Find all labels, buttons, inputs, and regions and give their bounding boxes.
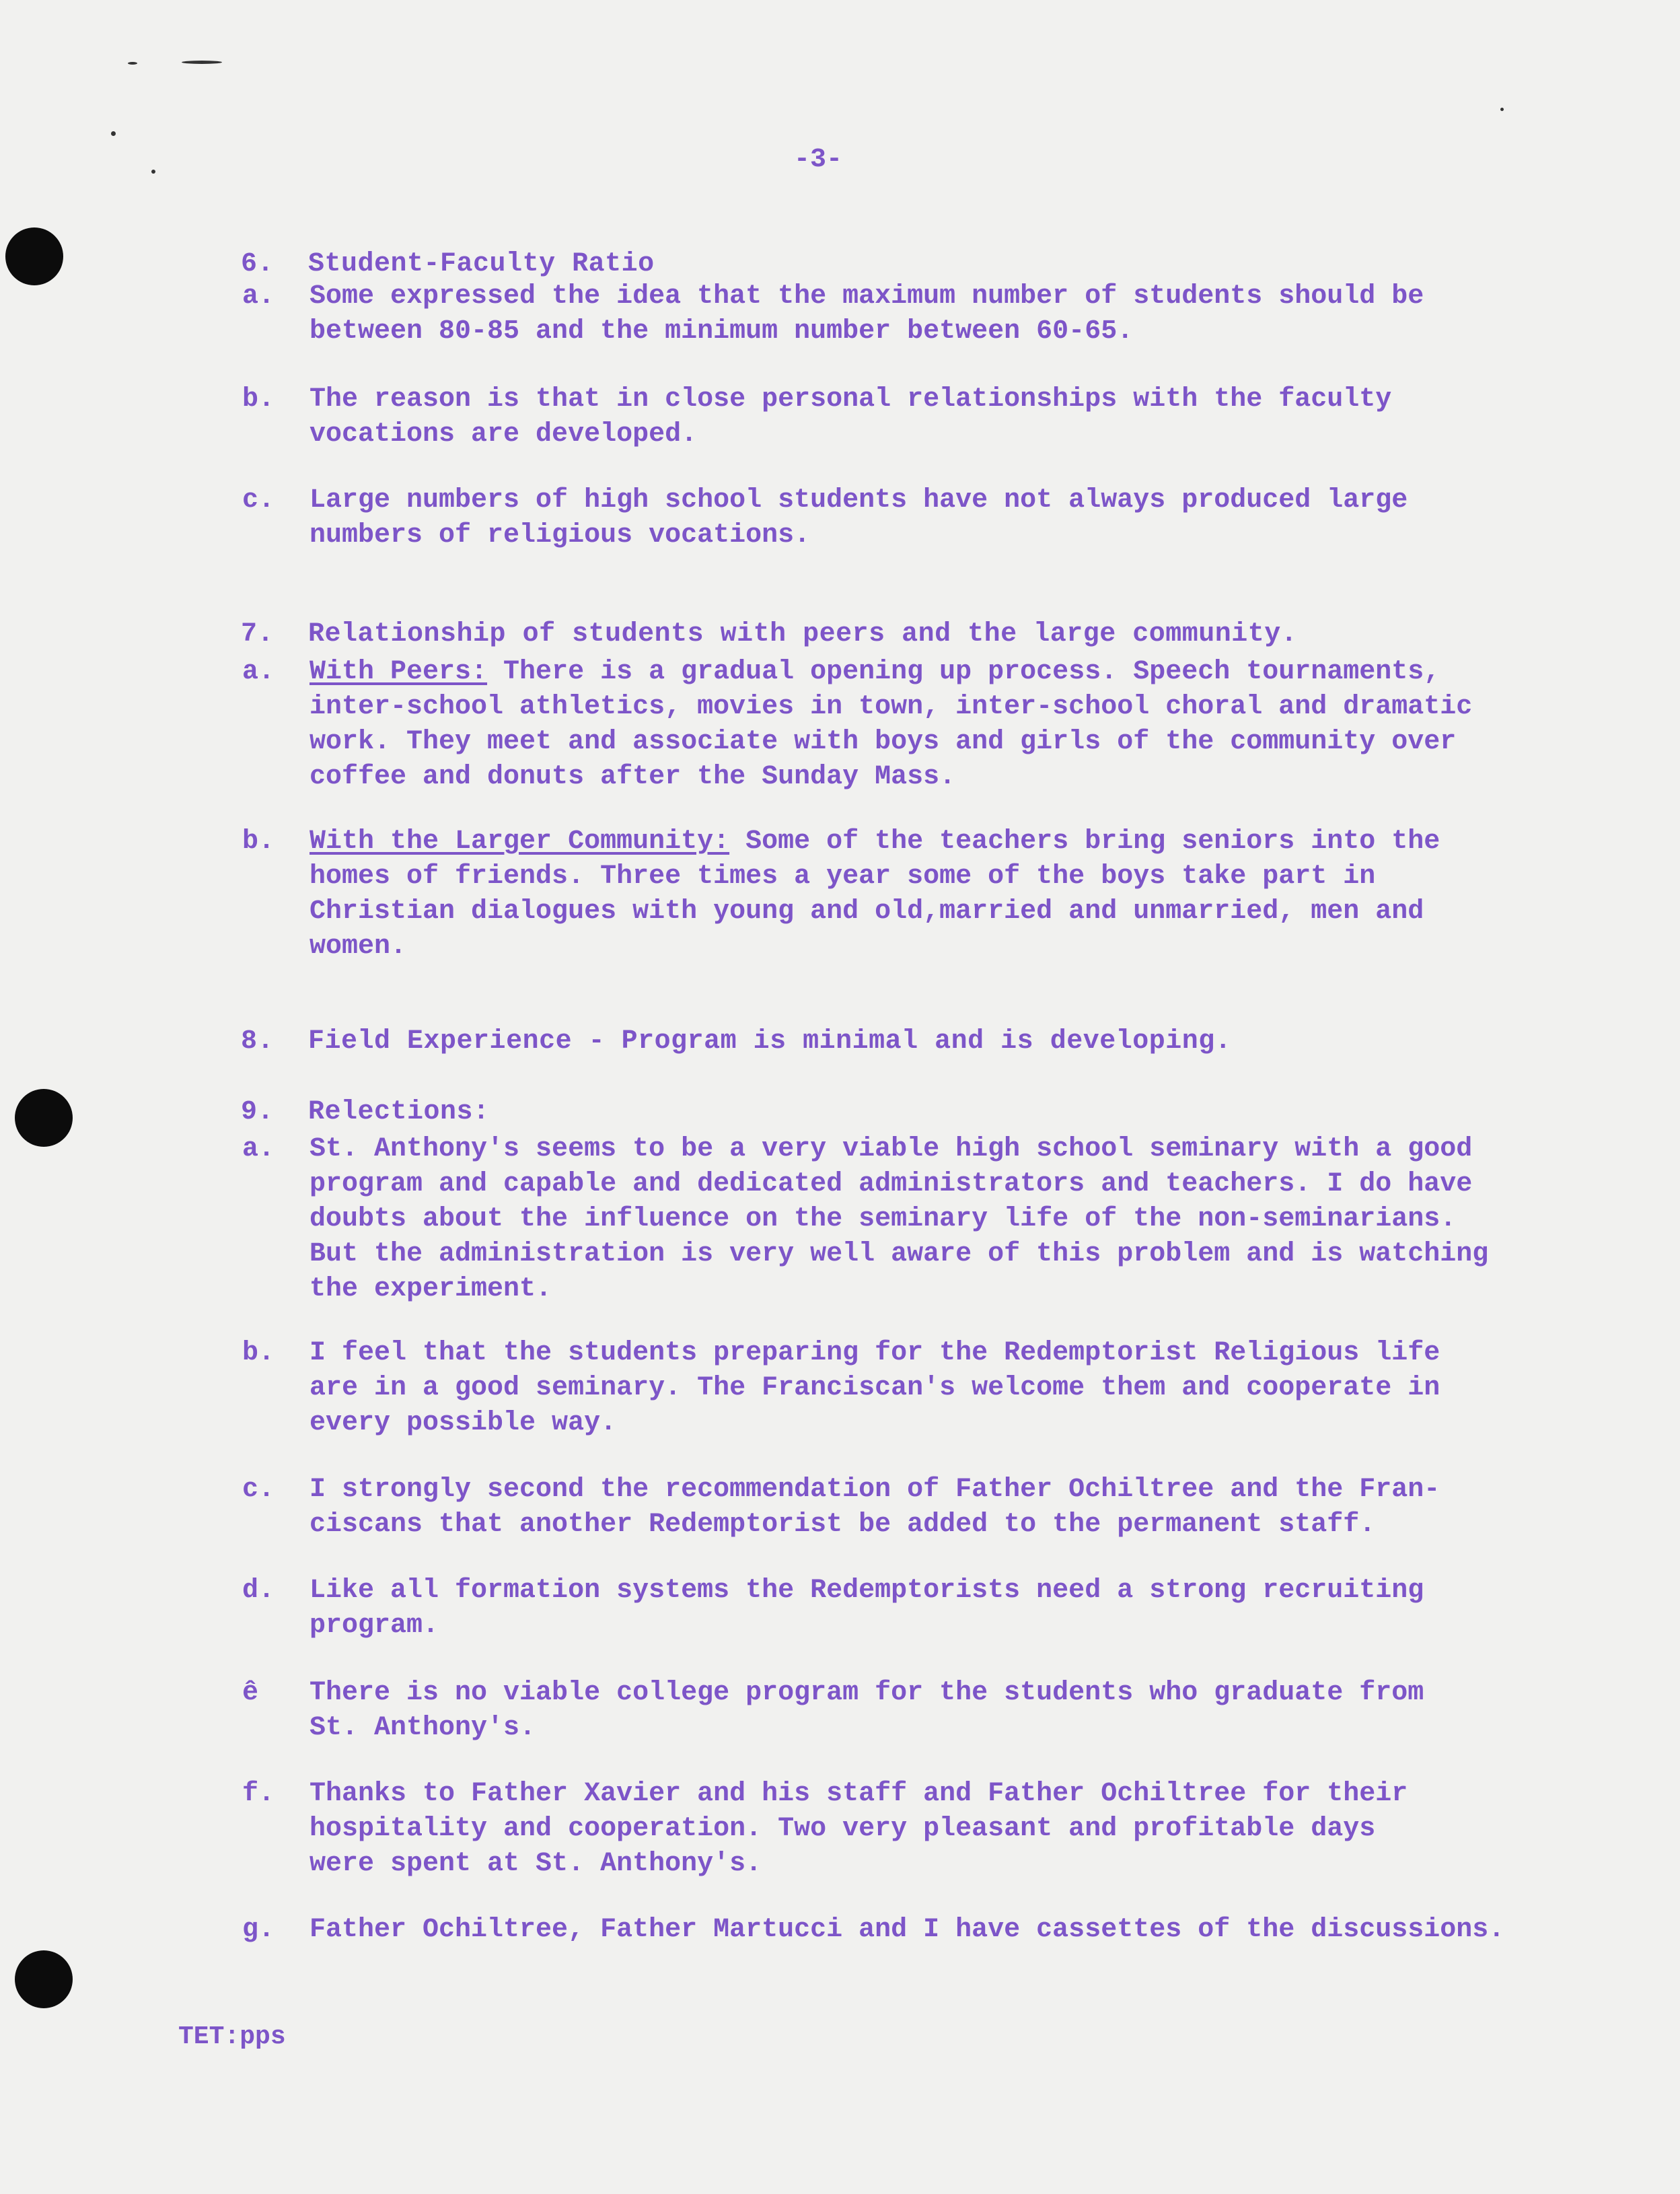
list-item <box>242 1132 1581 1307</box>
item-letter: a. <box>242 657 275 687</box>
list-item <box>242 1573 1581 1643</box>
section-number: 8. <box>241 1026 275 1057</box>
item-letter: f. <box>242 1779 275 1809</box>
item-text: The reason is that in close personal relationships with the faculty vocations are developed. <box>309 384 1392 450</box>
section-title: Relationship of students with peers and the large community. <box>308 619 1298 649</box>
item-text: Thanks to Father Xavier and his staff and Father Ochiltree for their hospitality and cooperation. Two very pleasant and profitable days were spent at St. Anthony's. <box>309 1779 1408 1879</box>
list-item <box>242 279 1581 349</box>
item-text: I strongly second the recommendation of Father Ochiltree and the Fran- ciscans that another Redemptorist be added to the permanent staff. <box>309 1475 1440 1540</box>
item-text: Some of the teachers bring seniors into the homes of friends. Three times a year some of the boys take part in Christian dialogues with young and old,married and unmarried, men and women. <box>309 826 1440 962</box>
list-item <box>242 655 1581 795</box>
list-item <box>242 1336 1581 1441</box>
item-text: St. Anthony's seems to be a very viable high school seminary with a good program and capable and dedicated administrators and teachers. I do have doubts about the influence on the seminary life of the non-seminarians. But the administration is very well aware of this problem and is watching the experiment. <box>309 1134 1489 1304</box>
list-item <box>242 1473 1581 1543</box>
list-item <box>242 824 1581 964</box>
speck-mark <box>1500 108 1504 111</box>
item-text: There is no viable college program for the students who graduate from St. Anthony's. <box>309 1678 1424 1743</box>
section-number: 6. <box>241 249 275 279</box>
punch-hole-top <box>5 227 63 285</box>
punch-hole-middle <box>15 1089 73 1147</box>
section-title: Field Experience - Program is minimal and is developing. <box>308 1026 1232 1057</box>
section-number: 7. <box>241 619 275 649</box>
item-letter: a. <box>242 1134 275 1164</box>
item-text: Large numbers of high school students have not always produced large numbers of religious vocations. <box>309 485 1408 551</box>
speck-mark <box>151 170 155 174</box>
speck-mark <box>128 62 137 65</box>
item-letter: d. <box>242 1576 275 1606</box>
list-item <box>242 382 1581 452</box>
speck-mark <box>182 61 222 64</box>
item-letter: b. <box>242 826 275 857</box>
speck-mark <box>111 131 116 136</box>
item-text: There is a gradual opening up process. Speech tournaments, inter-school athletics, movies in town, inter-school choral and dramatic work. They meet and associate with boys and girls of the community over coffee and donuts after the Sunday Mass. <box>309 657 1473 792</box>
punch-hole-bottom <box>15 1950 73 2008</box>
list-item <box>242 483 1581 553</box>
page-number: -3- <box>794 145 843 175</box>
section-title: Relections: <box>308 1097 490 1127</box>
item-heading: With the Larger Community: <box>309 826 730 857</box>
list-item <box>242 1676 1581 1746</box>
typist-initials: TET:pps <box>178 2022 286 2051</box>
item-text: I feel that the students preparing for the Redemptorist Religious life are in a good seminary. The Franciscan's welcome them and cooperate in every possible way. <box>309 1338 1440 1438</box>
section-title: Student-Faculty Ratio <box>308 249 655 279</box>
list-item <box>242 1913 1581 1948</box>
item-letter: c. <box>242 485 275 516</box>
item-letter: c. <box>242 1475 275 1505</box>
list-item <box>242 1777 1581 1882</box>
item-letter: a. <box>242 281 275 312</box>
section-number: 9. <box>241 1097 275 1127</box>
item-text: Like all formation systems the Redemptorists need a strong recruiting program. <box>309 1576 1424 1641</box>
item-letter: b. <box>242 1338 275 1368</box>
item-letter: b. <box>242 384 275 415</box>
item-heading: With Peers: <box>309 657 488 687</box>
item-letter: g. <box>242 1915 275 1945</box>
item-text: Father Ochiltree, Father Martucci and I have cassettes of the discussions. <box>309 1915 1505 1945</box>
item-text: Some expressed the idea that the maximum number of students should be between 80-85 and the minimum number between 60-65. <box>309 281 1424 347</box>
item-letter: ê <box>242 1678 259 1708</box>
